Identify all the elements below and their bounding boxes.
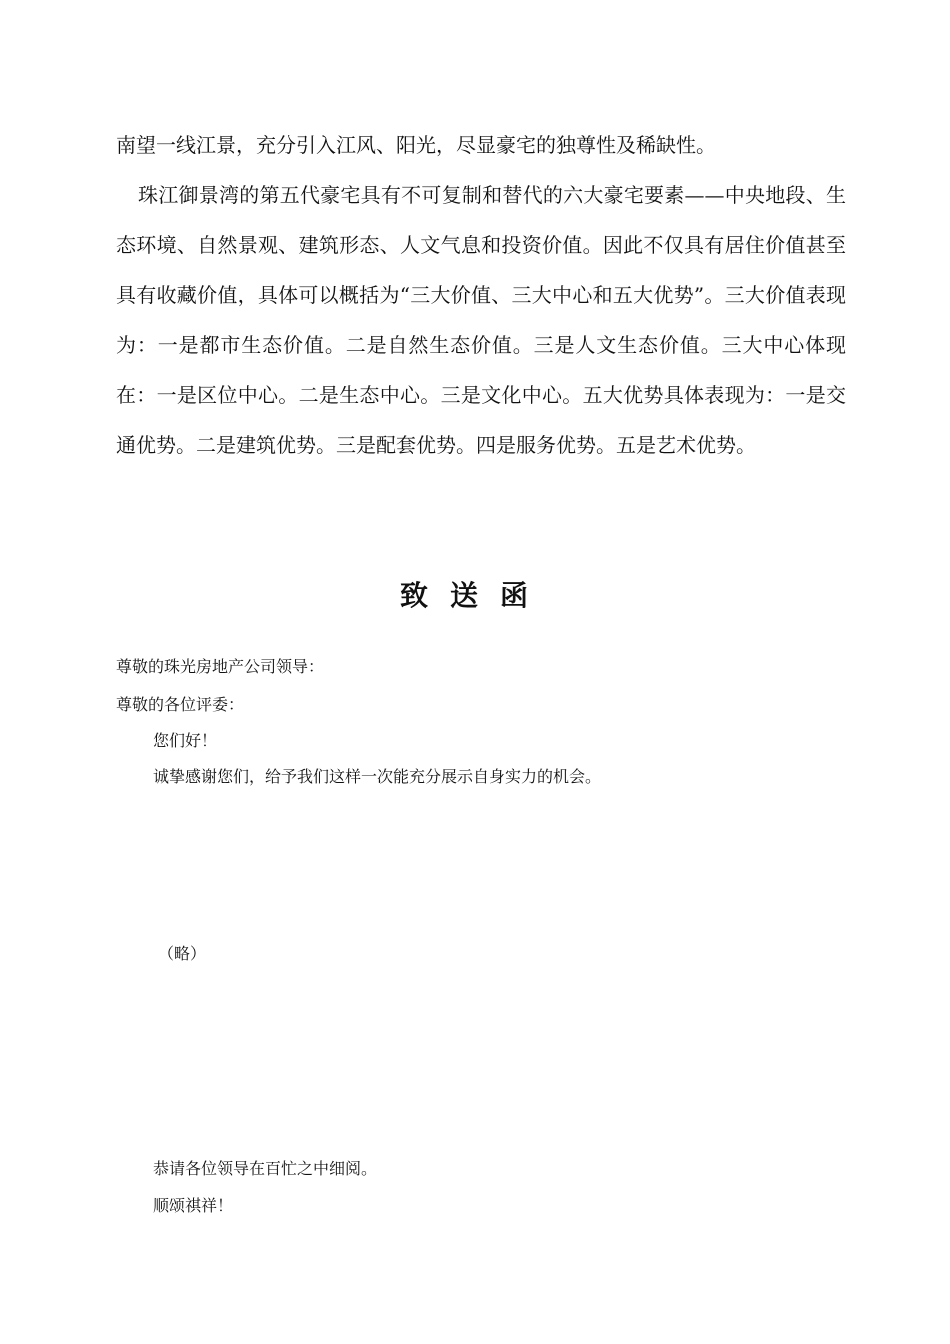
salutation-company: 尊敬的珠光房地产公司领导：	[116, 657, 325, 676]
intro-paragraph-2-text: 珠江御景湾的第五代豪宅具有不可复制和替代的六大豪宅要素——中央地段、生态环境、自然景观、建筑形态、人文气息和投资价值。因此不仅具有居住价值甚至具有收藏价值，具体可以概括为“三大价值、三大中心和五大优势”。三大价值表现为：一是都市生态价值。二是自然生态价值。三是人文生态价值。三大中心体现在：一是区位中心。二是生态中心。三是文化中心。五大优势具体表现为：一是交通优势。二是建筑优势。三是配套优势。四是服务优势。五是艺术优势。	[116, 183, 846, 457]
letter-title: 致送函	[399, 579, 550, 612]
intro-paragraph-2	[116, 170, 846, 470]
greeting: 您们好！	[153, 731, 218, 750]
thanks-line: 诚挚感谢您们，给予我们这样一次能充分展示自身实力的机会。	[153, 767, 602, 786]
intro-paragraph-1	[116, 120, 846, 170]
omitted-note: （略）	[158, 944, 207, 963]
closing-line: 顺颂祺祥！	[153, 1196, 234, 1215]
salutation-judges: 尊敬的各位评委：	[116, 695, 245, 714]
intro-line-1: 南望一线江景，充分引入江风、阳光，尽显豪宅的独尊性及稀缺性。	[116, 133, 716, 157]
request-line: 恭请各位领导在百忙之中细阅。	[153, 1159, 378, 1178]
